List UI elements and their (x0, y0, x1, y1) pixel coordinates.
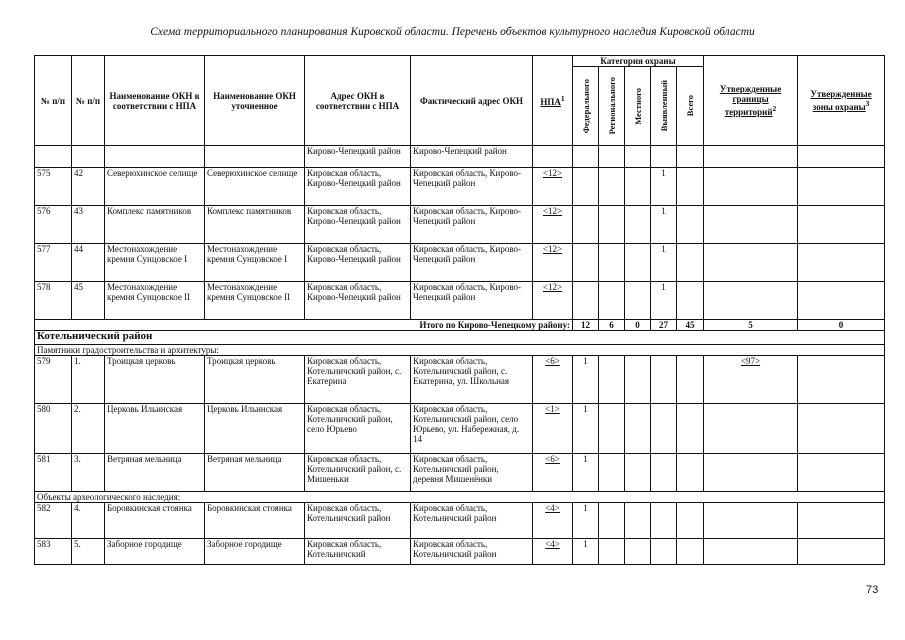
cell-npa-value: <6> (545, 356, 560, 366)
cell-npa (533, 503, 573, 539)
cell-cat-identified-value: 1 (661, 244, 666, 254)
cell-cat-regional (599, 168, 625, 206)
cell-cat-identified (651, 282, 677, 320)
cell-cat-local (625, 282, 651, 320)
cell-zones (798, 539, 885, 565)
cell-num2: 43 (72, 206, 105, 244)
cell-npa (533, 454, 573, 492)
rows-kirovo-chepetsk (35, 168, 885, 320)
cell-cat-total (677, 168, 704, 206)
header-npa-label: НПА (540, 97, 561, 107)
cell-cat-local (625, 454, 651, 492)
cell-cat-regional (599, 244, 625, 282)
table-row (35, 404, 885, 454)
header-zones-sup: 3 (865, 99, 870, 108)
cell-addr-actual: Кировская область, Котельничский район, с. Екатерина, ул. Школьная (411, 356, 533, 404)
cell-cat-total (677, 503, 704, 539)
rows-archaeology (35, 503, 885, 565)
cell-name-clarified: Ветряная мельница (205, 454, 305, 492)
cell-name-clarified: Местонахождение кремня Сунцовское I (205, 244, 305, 282)
cell-name-npa: Боровкинская стоянка (105, 503, 205, 539)
header-zones (798, 56, 885, 146)
cell-cat-federal (573, 282, 599, 320)
total-local: 0 (625, 320, 651, 331)
cell-addr-npa: Кировская область, Кирово-Чепецкий район (305, 282, 411, 320)
cell-npa (533, 244, 573, 282)
header-cat-federal-label: Федерального (580, 78, 591, 134)
cell-num1: 580 (35, 404, 72, 454)
cell-addr-npa: Кировская область, Котельничский район, село Юрьево (305, 404, 411, 454)
cell-npa (533, 539, 573, 565)
cell-name-clarified: Церковь Ильинская (205, 404, 305, 454)
cell-zones (798, 454, 885, 492)
total-regional: 6 (599, 320, 625, 331)
cell-cat-regional (599, 454, 625, 492)
cell-addr-npa: Кировская область, Кирово-Чепецкий район (305, 168, 411, 206)
cell-cat-regional (599, 206, 625, 244)
total-federal: 12 (573, 320, 599, 331)
cell-addr-actual: Кирово-Чепецкий район (411, 146, 533, 168)
cell-zones (798, 356, 885, 404)
total-label: Итого по Кирово-Чепецкому району: (35, 320, 573, 331)
cell-cat-federal-value: 1 (583, 539, 588, 549)
page-number: 73 (866, 584, 879, 596)
header-borders (704, 56, 798, 146)
cell-cat-identified (651, 356, 677, 404)
header-zones-label: Утвержденные зоны охраны (810, 89, 872, 112)
cell-borders (704, 356, 798, 404)
cell-cat-identified (651, 206, 677, 244)
cell-borders (704, 539, 798, 565)
cell-addr-actual: Кировская область, Кирово-Чепецкий район (411, 206, 533, 244)
cell-npa-value: <6> (545, 454, 560, 464)
table-row (35, 356, 885, 404)
cell-cat-federal (573, 454, 599, 492)
table-row (35, 503, 885, 539)
cell-npa (533, 356, 573, 404)
total-borders: 5 (704, 320, 798, 331)
cell-num2: 1. (72, 356, 105, 404)
cell-addr-actual: Кировская область, Кирово-Чепецкий район (411, 282, 533, 320)
cell-cat-regional (599, 539, 625, 565)
header-name-npa: Наименование ОКН в соответствии с НПА (105, 56, 205, 146)
cell-cat-regional (599, 356, 625, 404)
header-cat-identified-label: Выявленный (658, 80, 669, 132)
cell-num2: 4. (72, 503, 105, 539)
cell-name-npa: Местонахождение кремня Сунцовское I (105, 244, 205, 282)
header-cat-regional-label: Регионального (606, 77, 617, 135)
cell-cat-local (625, 503, 651, 539)
cell-addr-npa: Кировская область, Котельничский район (305, 503, 411, 539)
cell-addr-actual: Кировская область, Котельничский район (411, 539, 533, 565)
header-npa-sup: 1 (560, 94, 565, 103)
total-identified: 27 (651, 320, 677, 331)
cell-borders (704, 168, 798, 206)
heritage-table (34, 55, 885, 565)
cell-addr-actual: Кировская область, Кирово-Чепецкий район (411, 244, 533, 282)
table-row (35, 244, 885, 282)
cell-num2: 2. (72, 404, 105, 454)
cell-cat-federal (573, 404, 599, 454)
header-cat-federal (573, 67, 599, 146)
header-num2: № п/п (72, 56, 105, 146)
cell-npa-value: <12> (542, 206, 563, 216)
cell-addr-npa: Кировская область, Кирово-Чепецкий район (305, 206, 411, 244)
cell-addr-actual: Кировская область, Котельничский район (411, 503, 533, 539)
cell-num2: 3. (72, 454, 105, 492)
cell-cat-federal-value: 1 (583, 454, 588, 464)
cell-cat-identified-value: 1 (661, 282, 666, 292)
cell-cat-federal (573, 206, 599, 244)
cell-num1: 582 (35, 503, 72, 539)
cell-borders-value: <97> (740, 356, 761, 366)
section-archaeology-title: Объекты археологического наследия: (35, 492, 885, 503)
cell-num1: 581 (35, 454, 72, 492)
cell-cat-total (677, 282, 704, 320)
cell-zones (798, 404, 885, 454)
cell-npa (533, 404, 573, 454)
cell-borders (704, 244, 798, 282)
cell-cat-regional (599, 404, 625, 454)
cell-name-clarified: Заборное городище (205, 539, 305, 565)
cell-addr-npa: Кировская область, Котельничский район, с. Екатерина (305, 356, 411, 404)
cell-name-clarified: Комплекс памятников (205, 206, 305, 244)
cell-cat-identified (651, 244, 677, 282)
cell-num1: 577 (35, 244, 72, 282)
cell-addr-npa: Кирово-Чепецкий район (305, 146, 411, 168)
cell-name-npa: Троицкая церковь (105, 356, 205, 404)
cell-cat-identified (651, 404, 677, 454)
header-cat-local (625, 67, 651, 146)
cell-cat-identified (651, 539, 677, 565)
cell-cat-federal-value: 1 (583, 404, 588, 414)
cell-addr-npa: Кировская область, Котельничский (305, 539, 411, 565)
cell-num2: 44 (72, 244, 105, 282)
cell-cat-total (677, 356, 704, 404)
cell-borders (704, 404, 798, 454)
cell-cat-federal-value: 1 (583, 503, 588, 513)
section-row-archaeology (35, 492, 885, 503)
cell-name-clarified: Северюхинское селище (205, 168, 305, 206)
cell-npa-value: <4> (545, 539, 560, 549)
cell-name-npa: Ветряная мельница (105, 454, 205, 492)
cell-zones (798, 244, 885, 282)
cell-npa-value: <12> (542, 282, 563, 292)
cell-npa (533, 168, 573, 206)
cell-npa-value: <12> (542, 244, 563, 254)
cell-cat-local (625, 168, 651, 206)
cell-name-npa: Заборное городище (105, 539, 205, 565)
cell-name-npa: Комплекс памятников (105, 206, 205, 244)
cell-zones (798, 282, 885, 320)
cell-addr-npa: Кировская область, Котельничский район, с. Мишеньки (305, 454, 411, 492)
cell-name-clarified: Троицкая церковь (205, 356, 305, 404)
cell-name-npa: Северюхинское селище (105, 168, 205, 206)
table-row (35, 168, 885, 206)
cell-name-clarified: Боровкинская стоянка (205, 503, 305, 539)
section-architecture-title: Памятники градостроительства и архитектуры: (35, 345, 885, 356)
cell-cat-total (677, 206, 704, 244)
cell-num1: 583 (35, 539, 72, 565)
table-row (35, 282, 885, 320)
cell-cat-identified-value: 1 (661, 206, 666, 216)
cell-zones (798, 206, 885, 244)
cell-npa-value: <4> (545, 503, 560, 513)
table-row (35, 454, 885, 492)
cell-cat-federal (573, 244, 599, 282)
table-row (35, 206, 885, 244)
cell-cat-federal (573, 539, 599, 565)
table-row-continuation (35, 146, 885, 168)
cell-name-npa: Местонахождение кремня Сунцовское II (105, 282, 205, 320)
cell-cat-local (625, 206, 651, 244)
cell-npa (533, 282, 573, 320)
cell-cat-federal-value: 1 (583, 356, 588, 366)
district-title: Котельнический район (35, 331, 885, 345)
cell-name-npa: Церковь Ильинская (105, 404, 205, 454)
total-all: 45 (677, 320, 704, 331)
cell-borders (704, 454, 798, 492)
cell-cat-local (625, 356, 651, 404)
header-name-clarified: Наименование ОКН уточненное (205, 56, 305, 146)
cell-npa-value: <12> (542, 168, 563, 178)
cell-num2: 45 (72, 282, 105, 320)
cell-num1: 576 (35, 206, 72, 244)
page-title: Схема территориального планирования Кировской области. Перечень объектов культурного наследия Кировской области (150, 26, 755, 38)
cell-cat-federal (573, 356, 599, 404)
header-cat-total (677, 67, 704, 146)
district-row (35, 331, 885, 345)
header-addr-npa: Адрес ОКН в соответствии с НПА (305, 56, 411, 146)
cell-cat-total (677, 454, 704, 492)
cell-cat-local (625, 244, 651, 282)
cell-cat-local (625, 404, 651, 454)
cell-num1: 578 (35, 282, 72, 320)
cell-cat-total (677, 404, 704, 454)
header-borders-label: Утвержденные границы территорий (719, 84, 782, 117)
cell-borders (704, 282, 798, 320)
cell-cat-regional (599, 503, 625, 539)
section-row-architecture (35, 345, 885, 356)
header-category-group: Категория охраны (573, 56, 704, 67)
cell-addr-actual: Кировская область, Котельничский район, деревня Мишенёнки (411, 454, 533, 492)
cell-cat-identified (651, 454, 677, 492)
header-cat-local-label: Местного (632, 87, 643, 125)
cell-borders (704, 503, 798, 539)
table-row (35, 539, 885, 565)
cell-cat-total (677, 539, 704, 565)
cell-addr-npa: Кировская область, Кирово-Чепецкий район (305, 244, 411, 282)
cell-npa-value: <1> (545, 404, 560, 414)
cell-cat-regional (599, 282, 625, 320)
cell-cat-identified (651, 503, 677, 539)
cell-cat-identified (651, 168, 677, 206)
cell-num2: 5. (72, 539, 105, 565)
cell-zones (798, 168, 885, 206)
cell-name-clarified: Местонахождение кремня Сунцовское II (205, 282, 305, 320)
cell-num1: 579 (35, 356, 72, 404)
header-addr-actual: Фактический адрес ОКН (411, 56, 533, 146)
total-row (35, 320, 885, 331)
cell-cat-local (625, 539, 651, 565)
cell-cat-total (677, 244, 704, 282)
header-cat-regional (599, 67, 625, 146)
total-zones: 0 (798, 320, 885, 331)
cell-cat-identified-value: 1 (661, 168, 666, 178)
header-cat-total-label: Всего (685, 95, 696, 117)
cell-num2: 42 (72, 168, 105, 206)
cell-borders (704, 206, 798, 244)
cell-num1: 575 (35, 168, 72, 206)
cell-addr-actual: Кировская область, Кирово-Чепецкий район (411, 168, 533, 206)
cell-zones (798, 503, 885, 539)
cell-addr-actual: Кировская область, Котельничский район, село Юрьево, ул. Набережная, д. 14 (411, 404, 533, 454)
header-num1: № п/п (35, 56, 72, 146)
header-cat-identified (651, 67, 677, 146)
cell-cat-federal (573, 168, 599, 206)
rows-architecture (35, 356, 885, 492)
header-borders-sup: 2 (772, 104, 777, 113)
header-npa (533, 56, 573, 146)
cell-cat-federal (573, 503, 599, 539)
cell-npa (533, 206, 573, 244)
